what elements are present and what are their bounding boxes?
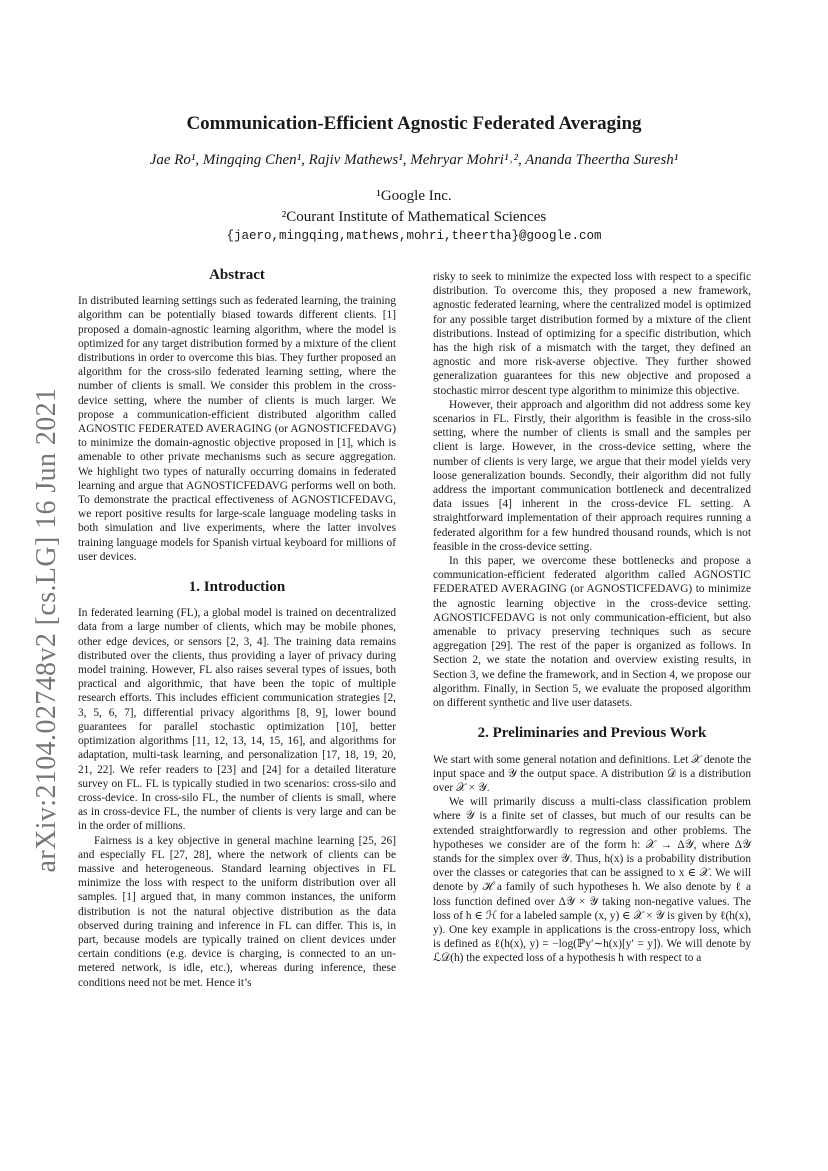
paper-title: Communication-Efficient Agnostic Federated Averaging (186, 113, 642, 134)
abstract-text: In distributed learning settings such as federated learning, the training algorithm can be potentially biased towards different clients. [1] proposed a domain-agnostic learning algorithm, where the model is optimized for any target distribution formed by a mixture of the client distributions in order to overcome this bias. They further proposed an algorithm for the cross-silo federated learning setting, where the number of clients is small. We consider this problem in the cross-device setting, where the number of clients is much larger. We propose a communication-efficient distributed algorithm called AGNOSTIC FEDERATED AVERAGING (or AGNOSTICFEDAVG) to minimize the domain-agnostic objective proposed in [1], which is amenable to other private mechanisms such as secure aggregation. We highlight two types of naturally occurring domains in federated learning and argue that AGNOSTICFEDAVG performs well on both. To demonstrate the practical effectiveness of AGNOSTICFEDAVG, we report positive results for large-scale language modeling tasks in both simulation and live experiments, where the latter involves training language models for Spanish virtual keyboard for millions of user devices. (78, 295, 396, 563)
intro-paragraph-3: risky to seek to minimize the expected loss with respect to a specific distribution. To overcome this, they proposed a new framework, agnostic federated learning, where the centralized model is optimized for any possible target distribution formed by a mixture of the client distributions. Instead of optimizing for a specific distribution, which has the high risk of a mismatch with the target, they defined an agnostic and more risk-averse objective. They further showed generalization guarantees for this new objective and proposed a stochastic mirror descent type algorithm to minimize this objective. (433, 271, 751, 397)
intro-paragraph-1: In federated learning (FL), a global model is trained on decentralized data from a large number of clients, which may be mobile phones, other edge devices, or sensors [2, 3, 4]. The training data remains distributed over the clients, thus providing a layer of privacy during model training. However, FL also raises several types of issues, both practical and algorithmic, that have been the topic of multiple research efforts. This includes efficient communication strategies [2, 3, 5, 6, 7], differential privacy algorithms [8, 9], lower bound guarantees for parallel stochastic optimization [10], better optimization algorithms [11, 12, 13, 14, 15, 16], and algorithms for adaptation, multi-task learning, and personalization [17, 18, 19, 20, 21, 22]. We refer readers to [23] and [24] for a detailed literature survey on FL. FL is typically studied in two scenarios: cross-silo and cross-device. In cross-silo FL, the number of clients is small, where as in cross-device FL, the number of clients is very large and can be in the order of millions. (78, 607, 396, 833)
affiliation-google: ¹Google Inc. (376, 188, 452, 204)
preliminaries-paragraph-2: We will primarily discuss a multi-class classification problem where 𝒴 is a finite set of classes, but much of our results can be extended straightforwardly to regression and other problems. The hypotheses we consider are of the form h: 𝒳 → Δ𝒴, where Δ𝒴 stands for the simplex over 𝒴. Thus, h(x) is a probability distribution over the classes or categories that can be assigned to x ∈ 𝒳. We will denote by ℋ a family of such hypotheses h. We also denote by ℓ a loss function defined over Δ𝒴 × 𝒴 taking non-negative values. The loss of h ∈ ℋ for a labeled sample (x, y) ∈ 𝒳 × 𝒴 is given by ℓ(h(x), y). One key example in applications is the cross-entropy loss, which is defined as ℓ(h(x), y) = −log(ℙy′∼h(x)[y′ = y]). We will denote by ℒ𝒟(h) the expected loss of a hypothesis h with respect to a (433, 796, 751, 965)
author-list: Jae Ro¹, Mingqing Chen¹, Rajiv Mathews¹, Mehryar Mohri¹˒², Ananda Theertha Suresh¹ (149, 152, 679, 168)
affiliation-courant: ²Courant Institute of Mathematical Sciences (281, 209, 547, 225)
left-column (78, 268, 396, 990)
intro-paragraph-5: In this paper, we overcome these bottlenecks and propose a communication-efficient federated algorithm called AGNOSTIC FEDERATED AVERAGING (or AGNOSTICFEDAVG) to minimize the agnostic learning objective in the cross-device setting. AGNOSTICFEDAVG is not only communication-efficient, but also amenable to privacy preserving techniques such as secure aggregation [29]. The rest of the paper is organized as follows. In Section 2, we state the notation and overview existing results, in Section 3, we define the framework, and in Section 4, we propose our algorithm. Finally, in Section 5, we evaluate the proposed algorithm on different synthetic and live user datasets. (433, 555, 751, 710)
affiliations (0, 186, 828, 228)
right-column (433, 270, 751, 966)
arxiv-stamp: arXiv:2104.02748v2 [cs.LG] 16 Jun 2021 (31, 387, 62, 873)
author-emails: {jaero,mingqing,mathews,mohri,theertha}@google.com (226, 229, 602, 243)
intro-paragraph-4: However, their approach and algorithm did not address some key scenarios in FL. Firstly, their algorithm is feasible in the cross-silo setting, where the number of clients is small and the samples per client is large. However, in the cross-device setting, where the number of clients is very large, we argue that their model yields very loose generalization bounds. Secondly, their algorithm did not fully address the important communication bottleneck and decentralized data issues [4] inherent in the cross-device FL setting. A straightforward implementation of their approach requires running a federated algorithm for a few hundred thousand rounds, which is not feasible in the cross-device setting. (433, 398, 751, 553)
preliminaries-paragraph-1: We start with some general notation and definitions. Let 𝒳 denote the input space and 𝒴 the output space. A distribution 𝒟 is a distribution over 𝒳 × 𝒴. (433, 753, 751, 794)
intro-heading: 1. Introduction (188, 579, 286, 596)
preliminaries-heading: 2. Preliminaries and Previous Work (477, 725, 707, 742)
intro-paragraph-2: Fairness is a key objective in general machine learning [25, 26] and especially FL [27, 28], where the network of clients can be massive and heterogeneous. Standard learning objectives in FL minimize the loss with respect to the uniform distribution over all samples. [1] argued that, in many common instances, the uniform distribution is not the natural objective distribution as the data observed during training and inference in FL can differ. This is, in part, because models are typically trained on client devices under certain conditions (e.g. device is charging, is connected to an un-metered network, is idle, etc.), whereas during inference, these conditions need not be met. Hence it’s (78, 834, 396, 989)
abstract-heading: Abstract (209, 267, 265, 283)
